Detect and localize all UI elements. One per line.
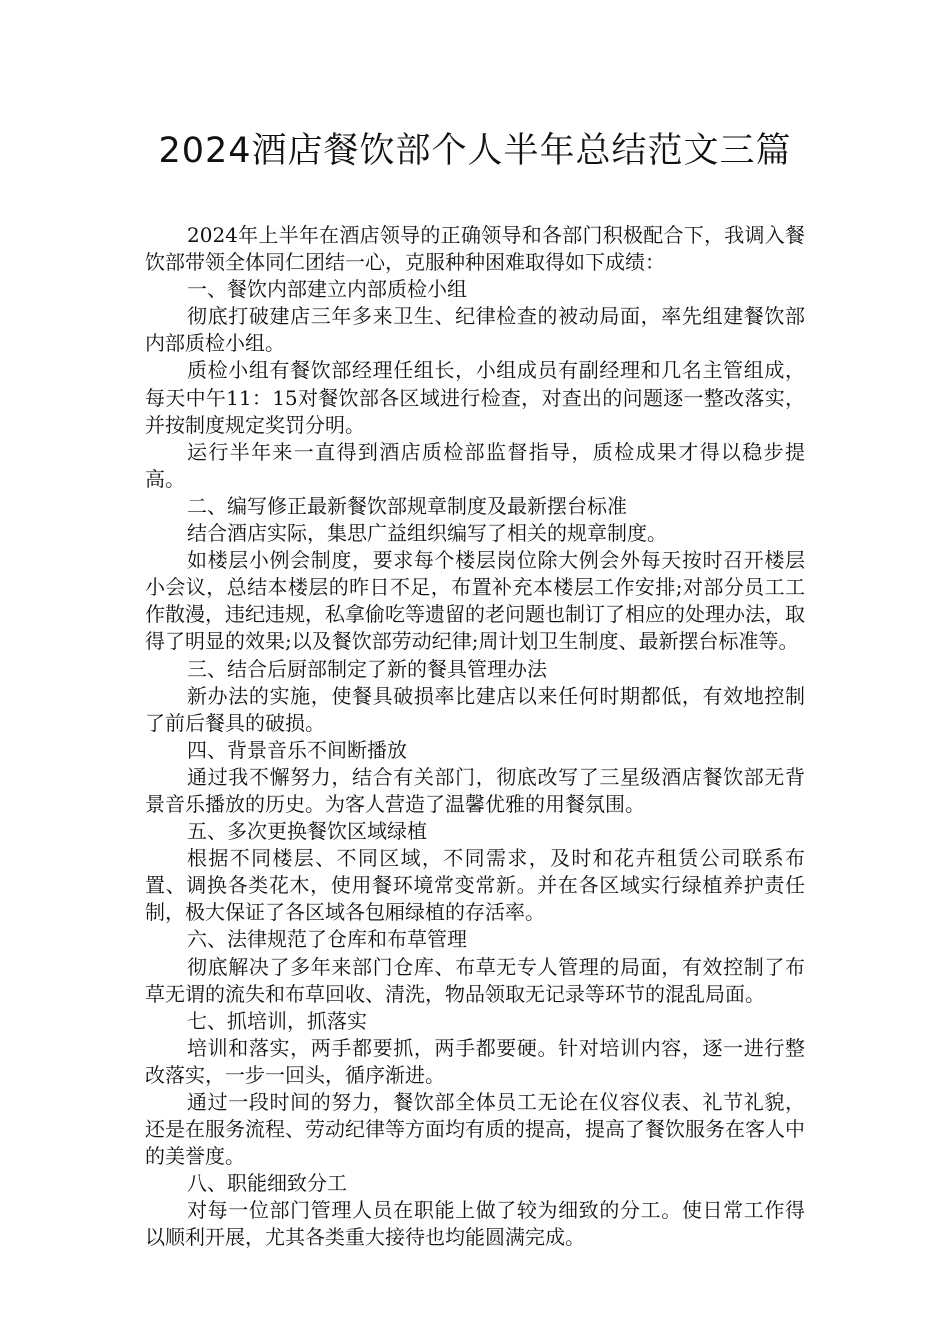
section-heading-8: 八、职能细致分工: [187, 1171, 347, 1196]
section-heading-5: 五、多次更换餐饮区域绿植: [187, 819, 427, 844]
section-heading-1: 一、餐饮内部建立内部质检小组: [187, 277, 467, 302]
paragraph: 彻底打破建店三年多来卫生、纪律检查的被动局面，率先组建餐饮部内部质检小组。: [145, 304, 805, 356]
paragraph: 彻底解决了多年来部门仓库、布草无专人管理的局面，有效控制了布草无谓的流失和布草回收、清洗，物品领取无记录等环节的混乱局面。: [145, 954, 805, 1006]
paragraph: 培训和落实，两手都要抓，两手都要硬。针对培训内容，逐一进行整改落实，一步一回头，循序渐进。: [145, 1035, 805, 1087]
paragraph: 质检小组有餐饮部经理任组长，小组成员有副经理和几名主管组成，每天中午11：15对餐饮部各区域进行检查，对查出的问题逐一整改落实，并按制度规定奖罚分明。: [145, 358, 805, 437]
section-heading-6: 六、法律规范了仓库和布草管理: [187, 927, 467, 952]
paragraph: 如楼层小例会制度，要求每个楼层岗位除大例会外每天按时召开楼层小会议，总结本楼层的昨日不足，布置补充本楼层工作安排;对部分员工工作散漫，违纪违规，私拿偷吃等遗留的老问题也制订了相应的处理办法，取得了明显的效果;以及餐饮部劳动纪律;周计划卫生制度、最新摆台标准等。: [145, 548, 805, 654]
section-heading-2: 二、编写修正最新餐饮部规章制度及最新摆台标准: [187, 493, 627, 518]
section-heading-3: 三、结合后厨部制定了新的餐具管理办法: [187, 656, 547, 681]
document-body: [145, 222, 805, 1252]
paragraph: 通过一段时间的努力，餐饮部全体员工无论在仪容仪表、礼节礼貌，还是在服务流程、劳动纪律等方面均有质的提高，提高了餐饮服务在客人中的美誉度。: [145, 1090, 805, 1169]
paragraph: 新办法的实施，使餐具破损率比建店以来任何时期都低，有效地控制了前后餐具的破损。: [145, 683, 805, 735]
document-title: 2024酒店餐饮部个人半年总结范文三篇: [158, 131, 792, 171]
paragraph: 通过我不懈努力，结合有关部门，彻底改写了三星级酒店餐饮部无背景音乐播放的历史。为客人营造了温馨优雅的用餐氛围。: [145, 764, 805, 816]
section-heading-4: 四、背景音乐不间断播放: [187, 737, 407, 762]
paragraph: 结合酒店实际，集思广益组织编写了相关的规章制度。: [187, 521, 667, 546]
paragraph: 运行半年来一直得到酒店质检部监督指导，质检成果才得以稳步提高。: [145, 439, 805, 491]
paragraph: 对每一位部门管理人员在职能上做了较为细致的分工。使日常工作得以顺利开展，尤其各类重大接待也均能圆满完成。: [145, 1198, 805, 1250]
paragraph-intro: 2024年上半年在酒店领导的正确领导和各部门积极配合下，我调入餐饮部带领全体同仁团结一心，克服种种困难取得如下成绩：: [145, 223, 805, 275]
paragraph: 根据不同楼层、不同区域，不同需求，及时和花卉租赁公司联系布置、调换各类花木，使用餐环境常变常新。并在各区域实行绿植养护责任制，极大保证了各区域各包厢绿植的存活率。: [145, 846, 805, 925]
section-heading-7: 七、抓培训，抓落实: [187, 1008, 367, 1033]
